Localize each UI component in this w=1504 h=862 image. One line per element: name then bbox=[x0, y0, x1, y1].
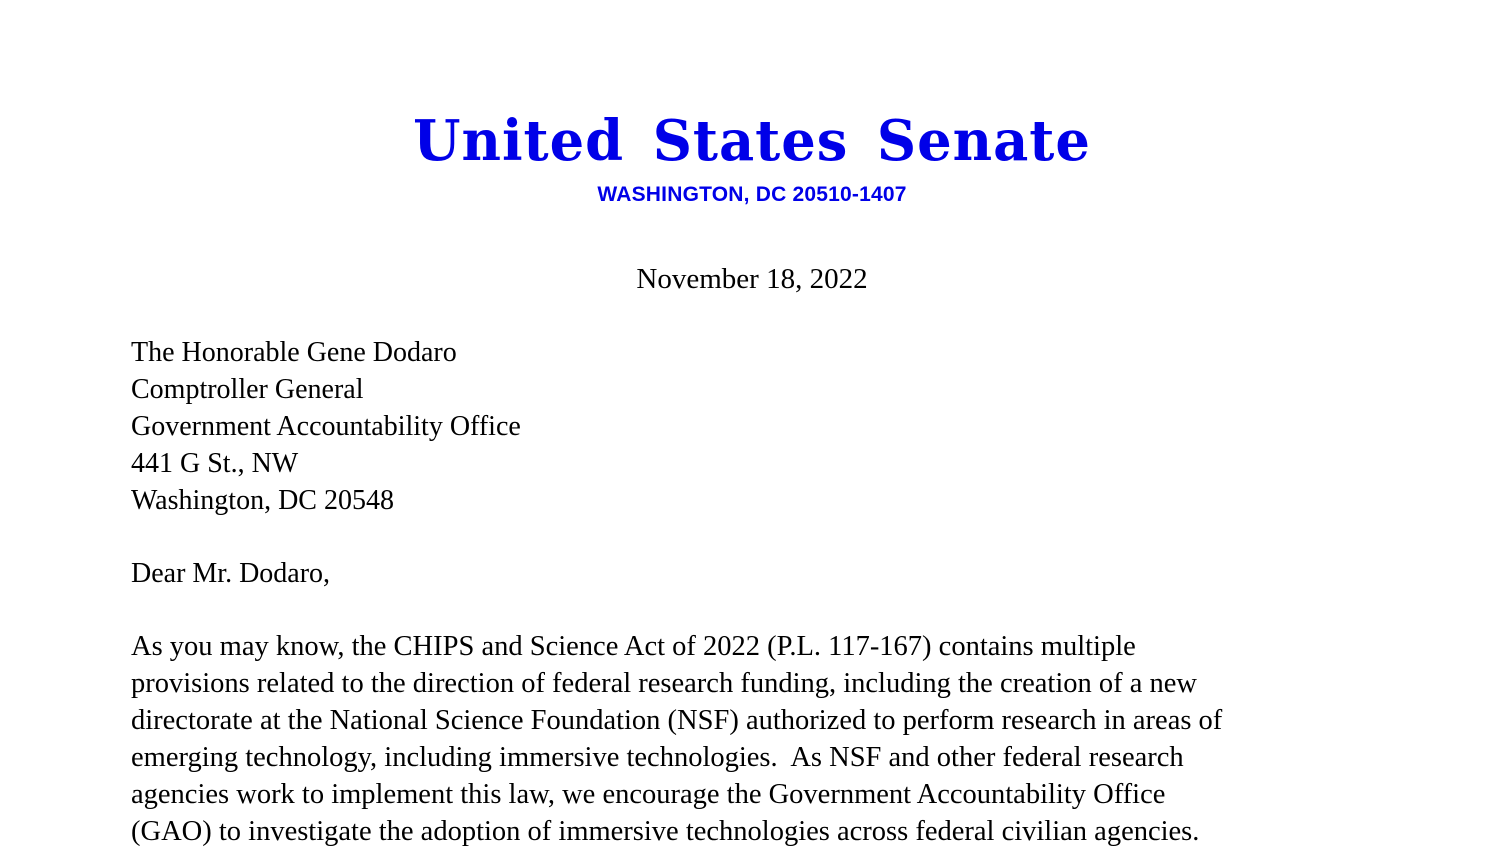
body-line: (GAO) to investigate the adoption of immersive technologies across federal civilian agencies. bbox=[131, 816, 1200, 847]
address-line: Comptroller General bbox=[131, 374, 364, 405]
address-line: Washington, DC 20548 bbox=[131, 485, 394, 516]
recipient-address-block bbox=[131, 334, 1381, 519]
body-line: provisions related to the direction of federal research funding, including the creation of a new bbox=[131, 668, 1197, 699]
address-line: 441 G St., NW bbox=[131, 448, 299, 479]
body-line: emerging technology, including immersive technologies. As NSF and other federal research bbox=[131, 742, 1184, 773]
salutation: Dear Mr. Dodaro, bbox=[131, 558, 331, 589]
address-line: Government Accountability Office bbox=[131, 411, 521, 442]
body-paragraph bbox=[131, 628, 1381, 850]
letterhead bbox=[0, 108, 1504, 207]
letter-date: November 18, 2022 bbox=[636, 263, 868, 295]
body-line: As you may know, the CHIPS and Science Act of 2022 (P.L. 117-167) contains multiple bbox=[131, 631, 1136, 662]
body-line: directorate at the National Science Foundation (NSF) authorized to perform research in areas of bbox=[131, 705, 1223, 736]
letterhead-subtitle: WASHINGTON, DC 20510-1407 bbox=[597, 182, 907, 206]
letterhead-title: United States Senate bbox=[413, 108, 1091, 174]
body-line: agencies work to implement this law, we encourage the Government Accountability Office bbox=[131, 779, 1166, 810]
letter-body-column bbox=[131, 334, 1381, 850]
address-line: The Honorable Gene Dodaro bbox=[131, 337, 457, 368]
